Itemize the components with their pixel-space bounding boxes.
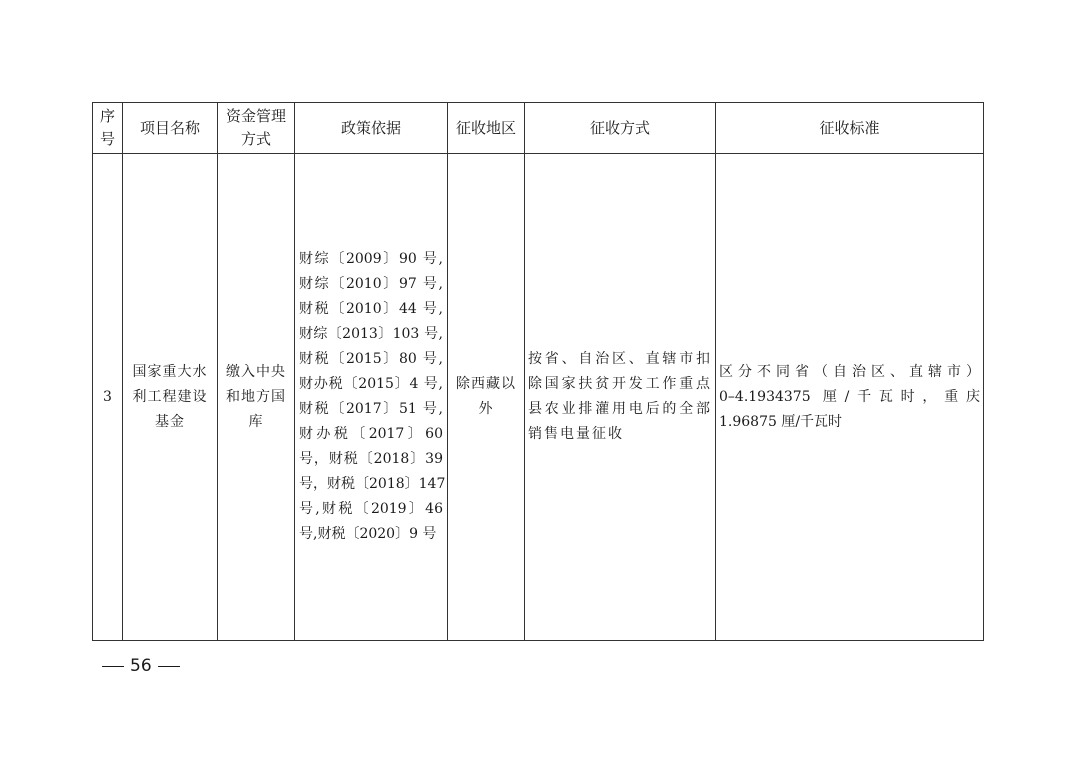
policy-line: 号，财税〔2018〕39 xyxy=(299,451,443,467)
fee-table-container xyxy=(92,102,983,641)
policy-line: 财税〔2017〕51 号, xyxy=(299,401,443,417)
standard-line: 区分不同省（自治区、直辖市） xyxy=(719,363,980,380)
policy-line: 财税〔2015〕80 号, xyxy=(299,351,443,367)
page-number-dash-right xyxy=(158,666,180,667)
header-seq-text: 序号 xyxy=(99,107,115,148)
cell-policy xyxy=(295,154,448,641)
page-number-text: 56 xyxy=(130,656,152,676)
policy-line: 财综〔2009〕90 号, xyxy=(299,251,443,267)
header-method: 征收方式 xyxy=(525,103,716,154)
standard-list xyxy=(716,360,983,435)
cell-management-text: 缴入中央和地方国库 xyxy=(226,363,286,430)
header-management: 资金管理方式 xyxy=(218,103,295,154)
cell-region xyxy=(448,154,525,641)
policy-line: 财综〔2010〕97 号, xyxy=(299,276,443,292)
cell-name xyxy=(123,154,218,641)
policy-line: 财税〔2010〕44 号, xyxy=(299,301,443,317)
header-policy: 政策依据 xyxy=(295,103,448,154)
cell-seq: 3 xyxy=(93,154,123,641)
policy-line: 号,财税〔2020〕9 号 xyxy=(299,526,437,542)
policy-line: 号,财税〔2019〕46 xyxy=(299,501,443,517)
page-number-dash-left xyxy=(102,666,124,667)
table-header-row xyxy=(93,103,984,154)
table-row xyxy=(93,154,984,641)
cell-standard xyxy=(716,154,984,641)
header-standard: 征收标准 xyxy=(716,103,984,154)
cell-method xyxy=(525,154,716,641)
standard-line: 1.96875 厘/千瓦时 xyxy=(719,413,843,430)
standard-line: 0–4.1934375 厘/千瓦时，重庆 xyxy=(719,388,980,405)
header-seq xyxy=(93,103,123,154)
header-region: 征收地区 xyxy=(448,103,525,154)
cell-region-text: 除西藏以外 xyxy=(456,376,516,417)
policy-line: 财综〔2013〕103 号, xyxy=(299,326,443,342)
cell-name-text: 国家重大水利工程建设基金 xyxy=(132,363,208,430)
header-name: 项目名称 xyxy=(123,103,218,154)
policy-line: 财办税〔2015〕4 号, xyxy=(299,376,443,392)
policy-line: 号，财税〔2018〕147 xyxy=(299,476,446,492)
policy-line: 财办税〔2017〕60 xyxy=(299,426,443,442)
policy-list xyxy=(295,247,447,547)
cell-management xyxy=(218,154,295,641)
fee-table xyxy=(92,102,984,641)
cell-method-text: 按省、自治区、直辖市扣除国家扶贫开发工作重点县农业排灌用电后的全部销售电量征收 xyxy=(528,351,712,442)
page-number xyxy=(102,656,180,676)
